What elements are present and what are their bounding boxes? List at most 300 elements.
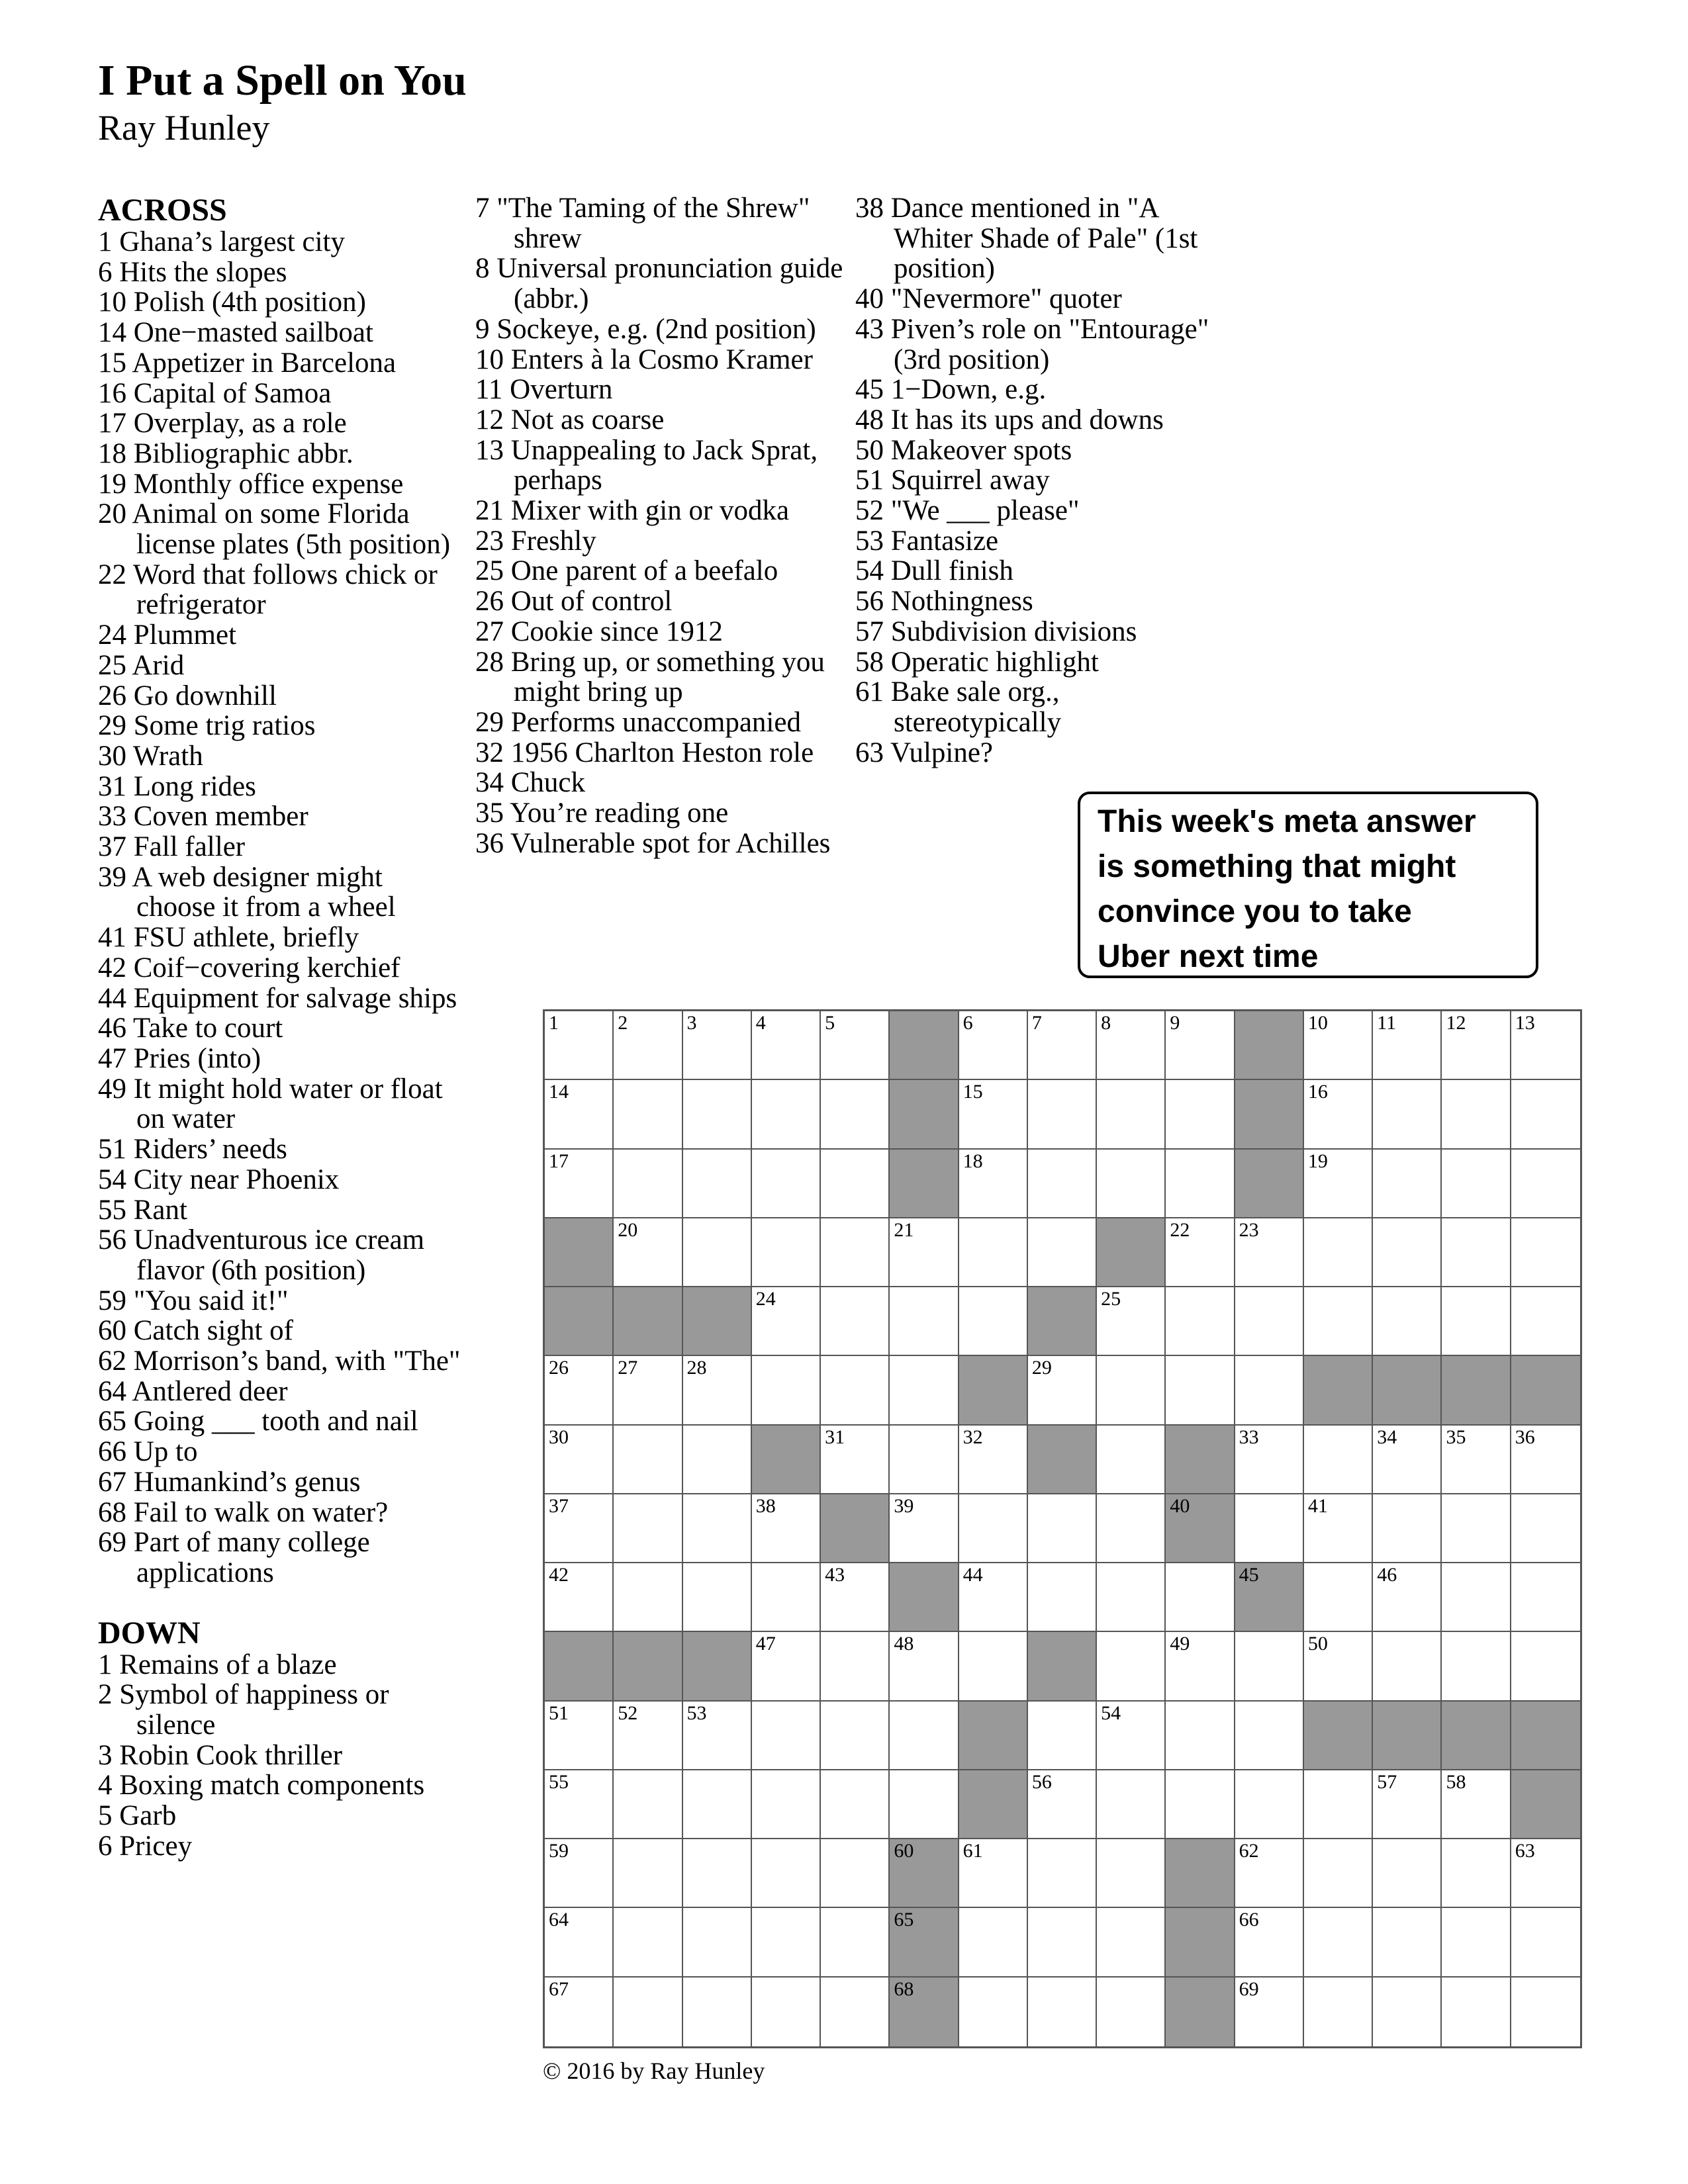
grid-block: [1235, 1150, 1304, 1218]
grid-cell[interactable]: [1166, 1563, 1235, 1632]
grid-cell[interactable]: [545, 1080, 614, 1149]
grid-cell[interactable]: [752, 1356, 821, 1425]
grid-cell[interactable]: [752, 1080, 821, 1149]
down-clue: 11 Overturn: [475, 374, 613, 406]
grid-cell[interactable]: [545, 1908, 614, 1977]
cell-number: 43: [825, 1564, 845, 1586]
grid-cell[interactable]: [752, 1702, 821, 1770]
down-clue: 27 Cookie since 1912: [475, 615, 723, 647]
cell-number: 42: [549, 1564, 569, 1586]
down-clue: 28 Bring up, or something you might bring up: [475, 646, 825, 708]
grid-cell[interactable]: [1442, 1494, 1511, 1563]
cell-number: 5: [825, 1012, 835, 1034]
cell-number: 28: [686, 1357, 707, 1379]
grid-cell[interactable]: [959, 1978, 1028, 2046]
grid-cell[interactable]: [1442, 1839, 1511, 1908]
down-clue: 36 Vulnerable spot for Achilles: [475, 827, 831, 859]
grid-cell[interactable]: [1304, 1632, 1373, 1701]
grid-cell[interactable]: [821, 1080, 890, 1149]
grid-cell[interactable]: [1511, 1218, 1580, 1287]
grid-cell[interactable]: [821, 1150, 890, 1218]
grid-block: [545, 1287, 614, 1356]
grid-block: [959, 1702, 1028, 1770]
down-clue: 2 Symbol of happiness or silence: [98, 1679, 389, 1741]
grid-cell[interactable]: [1166, 1356, 1235, 1425]
cell-number: 32: [962, 1426, 983, 1448]
grid-cell[interactable]: [959, 1218, 1028, 1287]
grid-cell[interactable]: [1235, 1978, 1304, 2046]
grid-cell[interactable]: [1304, 1978, 1373, 2046]
grid-cell[interactable]: [752, 1770, 821, 1839]
grid-cell[interactable]: [1028, 1908, 1097, 1977]
grid-cell[interactable]: [1373, 1908, 1442, 1977]
grid-cell[interactable]: [683, 1426, 752, 1494]
grid-cell[interactable]: [683, 1011, 752, 1080]
grid-cell[interactable]: [1442, 1908, 1511, 1977]
grid-cell[interactable]: [752, 1287, 821, 1356]
grid-cell[interactable]: [890, 1287, 959, 1356]
grid-cell[interactable]: [1097, 1563, 1166, 1632]
grid-cell[interactable]: [1235, 1839, 1304, 1908]
grid-cell[interactable]: [959, 1287, 1028, 1356]
across-clue: 54 City near Phoenix: [98, 1163, 340, 1195]
down-clue: 63 Vulpine?: [855, 737, 994, 768]
grid-cell[interactable]: [821, 1218, 890, 1287]
grid-cell[interactable]: [1511, 1080, 1580, 1149]
grid-cell[interactable]: [821, 1563, 890, 1632]
grid-cell[interactable]: [1028, 1770, 1097, 1839]
across-clue: 39 A web designer might choose it from a wheel: [98, 861, 396, 923]
grid-cell[interactable]: [1442, 1011, 1511, 1080]
grid-cell[interactable]: [683, 1218, 752, 1287]
across-clue: 10 Polish (4th position): [98, 287, 366, 318]
grid-cell[interactable]: [1511, 1011, 1580, 1080]
cell-number: 18: [962, 1150, 983, 1172]
down-clue: 29 Performs unaccompanied: [475, 706, 801, 738]
grid-cell[interactable]: [959, 1632, 1028, 1701]
cell-number: 24: [755, 1288, 776, 1310]
grid-cell[interactable]: [1511, 1287, 1580, 1356]
grid-cell[interactable]: [1442, 1218, 1511, 1287]
grid-cell[interactable]: [1304, 1908, 1373, 1977]
down-clue: 58 Operatic highlight: [855, 646, 1099, 678]
grid-cell[interactable]: [1511, 1978, 1580, 2046]
grid-cell[interactable]: [752, 1563, 821, 1632]
grid-cell[interactable]: [1511, 1150, 1580, 1218]
grid-cell[interactable]: [1028, 1494, 1097, 1563]
grid-cell[interactable]: [890, 1770, 959, 1839]
cell-number: 8: [1101, 1012, 1111, 1034]
grid-block: [959, 1770, 1028, 1839]
grid-block: [683, 1287, 752, 1356]
grid-cell[interactable]: [683, 1150, 752, 1218]
grid-cell[interactable]: [821, 1839, 890, 1908]
grid-cell[interactable]: [683, 1494, 752, 1563]
grid-block: [752, 1426, 821, 1494]
grid-cell[interactable]: [1235, 1908, 1304, 1977]
grid-cell[interactable]: [683, 1770, 752, 1839]
grid-cell[interactable]: [890, 1356, 959, 1425]
grid-cell[interactable]: [821, 1426, 890, 1494]
grid-cell[interactable]: [752, 1218, 821, 1287]
cell-number: 58: [1446, 1770, 1466, 1793]
grid-cell[interactable]: [1304, 1150, 1373, 1218]
grid-cell[interactable]: [752, 1839, 821, 1908]
grid-cell[interactable]: [890, 1702, 959, 1770]
grid-cell[interactable]: [1166, 1080, 1235, 1149]
across-header: ACROSS: [98, 193, 227, 228]
grid-cell[interactable]: [1442, 1080, 1511, 1149]
grid-cell[interactable]: [1028, 1839, 1097, 1908]
cell-number: 26: [549, 1357, 569, 1379]
grid-cell[interactable]: [1097, 1287, 1166, 1356]
grid-cell[interactable]: [1235, 1426, 1304, 1494]
cell-number: 49: [1170, 1633, 1190, 1655]
grid-block: [1028, 1632, 1097, 1701]
grid-cell[interactable]: [1235, 1494, 1304, 1563]
grid-block: [1442, 1702, 1511, 1770]
grid-cell[interactable]: [1304, 1563, 1373, 1632]
grid-cell[interactable]: [545, 1978, 614, 2046]
grid-cell[interactable]: [1373, 1494, 1442, 1563]
grid-block: [890, 1563, 959, 1632]
cell-number: 57: [1377, 1770, 1397, 1793]
across-clue: 67 Humankind’s genus: [98, 1466, 361, 1498]
across-clue: 49 It might hold water or float on water: [98, 1073, 443, 1135]
grid-cell[interactable]: [1304, 1770, 1373, 1839]
across-clue: 46 Take to court: [98, 1013, 283, 1044]
across-clue: 64 Antlered deer: [98, 1375, 288, 1407]
grid-cell[interactable]: [1097, 1494, 1166, 1563]
grid-cell[interactable]: [1166, 1287, 1235, 1356]
grid-cell[interactable]: [683, 1702, 752, 1770]
grid-cell[interactable]: [614, 1011, 682, 1080]
grid-cell[interactable]: [959, 1150, 1028, 1218]
grid-cell[interactable]: [545, 1426, 614, 1494]
grid-cell[interactable]: [683, 1908, 752, 1977]
down-clue: 51 Squirrel away: [855, 465, 1050, 496]
grid-cell[interactable]: [1028, 1011, 1097, 1080]
grid-block: [1511, 1770, 1580, 1839]
across-clue: 14 One−masted sailboat: [98, 317, 373, 349]
grid-cell[interactable]: [821, 1632, 890, 1701]
grid-block: [1235, 1080, 1304, 1149]
grid-block: [1166, 1426, 1235, 1494]
down-clue-list-3: [855, 193, 1226, 768]
down-clue: 3 Robin Cook thriller: [98, 1739, 343, 1771]
down-clue: 21 Mixer with gin or vodka: [475, 495, 790, 527]
grid-cell[interactable]: [545, 1839, 614, 1908]
grid-cell[interactable]: [1304, 1287, 1373, 1356]
down-clue: 1 Remains of a blaze: [98, 1649, 337, 1680]
grid-cell[interactable]: [890, 1494, 959, 1563]
meta-line: This week's meta answer: [1098, 804, 1476, 839]
grid-cell[interactable]: [959, 1494, 1028, 1563]
grid-cell[interactable]: [1442, 1426, 1511, 1494]
grid-block: [683, 1632, 752, 1701]
grid-cell[interactable]: [821, 1770, 890, 1839]
grid-cell[interactable]: [1235, 1287, 1304, 1356]
grid-cell[interactable]: [545, 1563, 614, 1632]
grid-cell[interactable]: [1373, 1011, 1442, 1080]
down-clue: 25 One parent of a beefalo: [475, 555, 778, 587]
grid-cell[interactable]: [752, 1908, 821, 1977]
cell-number: 51: [549, 1702, 569, 1724]
grid-cell[interactable]: [1166, 1218, 1235, 1287]
grid-cell[interactable]: [1442, 1770, 1511, 1839]
clue-column-2: [475, 193, 846, 858]
across-clue: 55 Rant: [98, 1194, 187, 1226]
cell-number: 37: [549, 1494, 569, 1517]
grid-block: [1442, 1356, 1511, 1425]
grid-cell[interactable]: [890, 1632, 959, 1701]
grid-cell[interactable]: [614, 1563, 682, 1632]
grid-cell[interactable]: [959, 1011, 1028, 1080]
meta-line: is something that might: [1098, 849, 1456, 884]
grid-cell[interactable]: [1097, 1702, 1166, 1770]
grid-cell[interactable]: [1442, 1563, 1511, 1632]
cell-number: 21: [894, 1218, 914, 1241]
cell-number: 22: [1170, 1218, 1190, 1241]
cell-number: 60: [894, 1840, 914, 1862]
cell-number: 13: [1515, 1012, 1535, 1034]
grid-cell[interactable]: [959, 1908, 1028, 1977]
grid-cell[interactable]: [1028, 1218, 1097, 1287]
grid-cell[interactable]: [683, 1080, 752, 1149]
across-clue: 31 Long rides: [98, 770, 256, 802]
cell-number: 6: [962, 1012, 973, 1034]
grid-cell[interactable]: [545, 1702, 614, 1770]
grid-cell[interactable]: [683, 1563, 752, 1632]
cell-number: 14: [549, 1081, 569, 1103]
cell-number: 12: [1446, 1012, 1466, 1034]
grid-cell[interactable]: [1028, 1356, 1097, 1425]
grid-cell[interactable]: [1166, 1770, 1235, 1839]
grid-cell[interactable]: [1373, 1150, 1442, 1218]
grid-block: [890, 1908, 959, 1977]
grid-cell[interactable]: [1373, 1632, 1442, 1701]
grid-cell[interactable]: [821, 1356, 890, 1425]
grid-cell[interactable]: [1511, 1632, 1580, 1701]
grid-cell[interactable]: [614, 1494, 682, 1563]
grid-cell[interactable]: [1028, 1563, 1097, 1632]
cell-number: 68: [894, 1978, 914, 2000]
grid-cell[interactable]: [1373, 1563, 1442, 1632]
meta-line: Uber next time: [1098, 939, 1319, 974]
across-clue: 24 Plummet: [98, 619, 237, 651]
grid-cell[interactable]: [1097, 1150, 1166, 1218]
cell-number: 30: [549, 1426, 569, 1448]
grid-cell[interactable]: [1511, 1839, 1580, 1908]
grid-cell[interactable]: [614, 1839, 682, 1908]
grid-cell[interactable]: [1373, 1218, 1442, 1287]
grid-cell[interactable]: [1511, 1494, 1580, 1563]
across-clue: 18 Bibliographic abbr.: [98, 437, 353, 469]
grid-cell[interactable]: [545, 1494, 614, 1563]
grid-cell[interactable]: [1235, 1218, 1304, 1287]
cell-number: 10: [1307, 1012, 1328, 1034]
grid-cell[interactable]: [1166, 1632, 1235, 1701]
across-clue: 65 Going ___ tooth and nail: [98, 1406, 418, 1437]
grid-cell[interactable]: [1166, 1011, 1235, 1080]
grid-cell[interactable]: [821, 1011, 890, 1080]
cell-number: 56: [1031, 1770, 1052, 1793]
grid-cell[interactable]: [614, 1080, 682, 1149]
cell-number: 63: [1515, 1840, 1535, 1862]
grid-cell[interactable]: [1028, 1702, 1097, 1770]
grid-cell[interactable]: [683, 1978, 752, 2046]
grid-cell[interactable]: [1235, 1770, 1304, 1839]
grid-block: [1097, 1218, 1166, 1287]
grid-cell[interactable]: [1373, 1839, 1442, 1908]
grid-cell[interactable]: [1304, 1494, 1373, 1563]
grid-cell[interactable]: [1442, 1632, 1511, 1701]
across-clue: 56 Unadventurous ice cream flavor (6th position): [98, 1224, 425, 1286]
grid-block: [545, 1632, 614, 1701]
meta-line: convince you to take: [1098, 894, 1412, 929]
grid-cell[interactable]: [821, 1908, 890, 1977]
grid-cell[interactable]: [821, 1702, 890, 1770]
grid-cell[interactable]: [1097, 1908, 1166, 1977]
grid-cell[interactable]: [1166, 1702, 1235, 1770]
grid-block: [614, 1632, 682, 1701]
grid-cell[interactable]: [890, 1426, 959, 1494]
across-clue: 66 Up to: [98, 1436, 198, 1468]
cell-number: 53: [686, 1702, 707, 1724]
grid-cell[interactable]: [1304, 1080, 1373, 1149]
grid-cell[interactable]: [1304, 1011, 1373, 1080]
grid-cell[interactable]: [1097, 1426, 1166, 1494]
grid-cell[interactable]: [614, 1218, 682, 1287]
down-clue: 4 Boxing match components: [98, 1770, 425, 1801]
grid-cell[interactable]: [1304, 1426, 1373, 1494]
grid-cell[interactable]: [752, 1632, 821, 1701]
grid-cell[interactable]: [752, 1150, 821, 1218]
grid-cell[interactable]: [752, 1494, 821, 1563]
down-clue: 26 Out of control: [475, 586, 673, 617]
grid-cell[interactable]: [614, 1356, 682, 1425]
grid-cell[interactable]: [1097, 1080, 1166, 1149]
across-clue: 22 Word that follows chick or refrigerator: [98, 559, 438, 621]
grid-block: [1511, 1702, 1580, 1770]
cell-number: 33: [1239, 1426, 1259, 1448]
grid-cell[interactable]: [821, 1978, 890, 2046]
grid-cell[interactable]: [821, 1287, 890, 1356]
grid-cell[interactable]: [1166, 1150, 1235, 1218]
down-header: DOWN: [98, 1615, 201, 1651]
down-clue: 9 Sockeye, e.g. (2nd position): [475, 313, 816, 345]
across-clue: 42 Coif−covering kerchief: [98, 952, 400, 983]
grid-cell[interactable]: [683, 1839, 752, 1908]
cell-number: 3: [686, 1012, 697, 1034]
down-clue: 61 Bake sale org., stereotypically: [855, 676, 1062, 738]
grid-cell[interactable]: [1097, 1011, 1166, 1080]
cell-number: 31: [825, 1426, 845, 1448]
down-clue: 5 Garb: [98, 1800, 177, 1832]
meta-answer-box: [1078, 792, 1538, 978]
grid-cell[interactable]: [752, 1978, 821, 2046]
cell-number: 29: [1031, 1357, 1052, 1379]
down-clue: 57 Subdivision divisions: [855, 615, 1137, 647]
grid-block: [1304, 1702, 1373, 1770]
down-clue: 54 Dull finish: [855, 555, 1013, 587]
grid-cell[interactable]: [752, 1011, 821, 1080]
across-clue: 69 Part of many college applications: [98, 1527, 370, 1588]
grid-cell[interactable]: [614, 1426, 682, 1494]
cell-number: 64: [549, 1909, 569, 1931]
grid-cell[interactable]: [1511, 1908, 1580, 1977]
grid-cell[interactable]: [1028, 1150, 1097, 1218]
cell-number: 62: [1239, 1840, 1259, 1862]
grid-cell[interactable]: [1028, 1080, 1097, 1149]
grid-cell[interactable]: [545, 1770, 614, 1839]
grid-cell[interactable]: [959, 1839, 1028, 1908]
grid-cell[interactable]: [1442, 1150, 1511, 1218]
grid-cell[interactable]: [1235, 1356, 1304, 1425]
grid-block: [1166, 1839, 1235, 1908]
grid-block: [890, 1978, 959, 2046]
across-clue: 51 Riders’ needs: [98, 1134, 287, 1165]
grid-cell[interactable]: [1511, 1426, 1580, 1494]
grid-cell[interactable]: [1373, 1978, 1442, 2046]
puzzle-title: I Put a Spell on You: [98, 56, 467, 105]
grid-cell[interactable]: [1235, 1702, 1304, 1770]
grid-cell[interactable]: [1442, 1287, 1511, 1356]
across-clue: 47 Pries (into): [98, 1042, 261, 1074]
grid-block: [1028, 1426, 1097, 1494]
grid-cell[interactable]: [614, 1978, 682, 2046]
cell-number: 39: [894, 1494, 914, 1517]
grid-cell[interactable]: [614, 1702, 682, 1770]
down-clue: 35 You’re reading one: [475, 797, 729, 829]
grid-cell[interactable]: [1304, 1839, 1373, 1908]
cell-number: 25: [1101, 1288, 1121, 1310]
cell-number: 45: [1239, 1564, 1259, 1586]
grid-cell[interactable]: [1028, 1978, 1097, 2046]
cell-number: 23: [1239, 1218, 1259, 1241]
grid-cell[interactable]: [545, 1150, 614, 1218]
grid-cell[interactable]: [1097, 1839, 1166, 1908]
grid-cell[interactable]: [1373, 1287, 1442, 1356]
grid-cell[interactable]: [545, 1011, 614, 1080]
crossword-grid: [543, 1009, 1582, 2048]
grid-cell[interactable]: [1097, 1978, 1166, 2046]
grid-cell[interactable]: [1097, 1356, 1166, 1425]
grid-cell[interactable]: [959, 1426, 1028, 1494]
grid-cell[interactable]: [959, 1563, 1028, 1632]
down-clue: 48 It has its ups and downs: [855, 404, 1164, 435]
grid-cell[interactable]: [1097, 1632, 1166, 1701]
grid-cell[interactable]: [683, 1356, 752, 1425]
grid-block: [1166, 1978, 1235, 2046]
grid-cell[interactable]: [614, 1770, 682, 1839]
grid-cell[interactable]: [614, 1908, 682, 1977]
grid-cell[interactable]: [959, 1080, 1028, 1149]
down-clue: 40 "Nevermore" quoter: [855, 283, 1122, 315]
grid-cell[interactable]: [1442, 1978, 1511, 2046]
grid-cell[interactable]: [1511, 1563, 1580, 1632]
cell-number: 7: [1031, 1012, 1042, 1034]
grid-cell[interactable]: [1373, 1426, 1442, 1494]
grid-cell[interactable]: [545, 1356, 614, 1425]
grid-cell[interactable]: [614, 1150, 682, 1218]
grid-cell[interactable]: [1373, 1770, 1442, 1839]
grid-cell[interactable]: [1373, 1080, 1442, 1149]
grid-cell[interactable]: [1235, 1632, 1304, 1701]
grid-cell[interactable]: [890, 1218, 959, 1287]
grid-cell[interactable]: [1097, 1770, 1166, 1839]
grid-cell[interactable]: [1304, 1218, 1373, 1287]
